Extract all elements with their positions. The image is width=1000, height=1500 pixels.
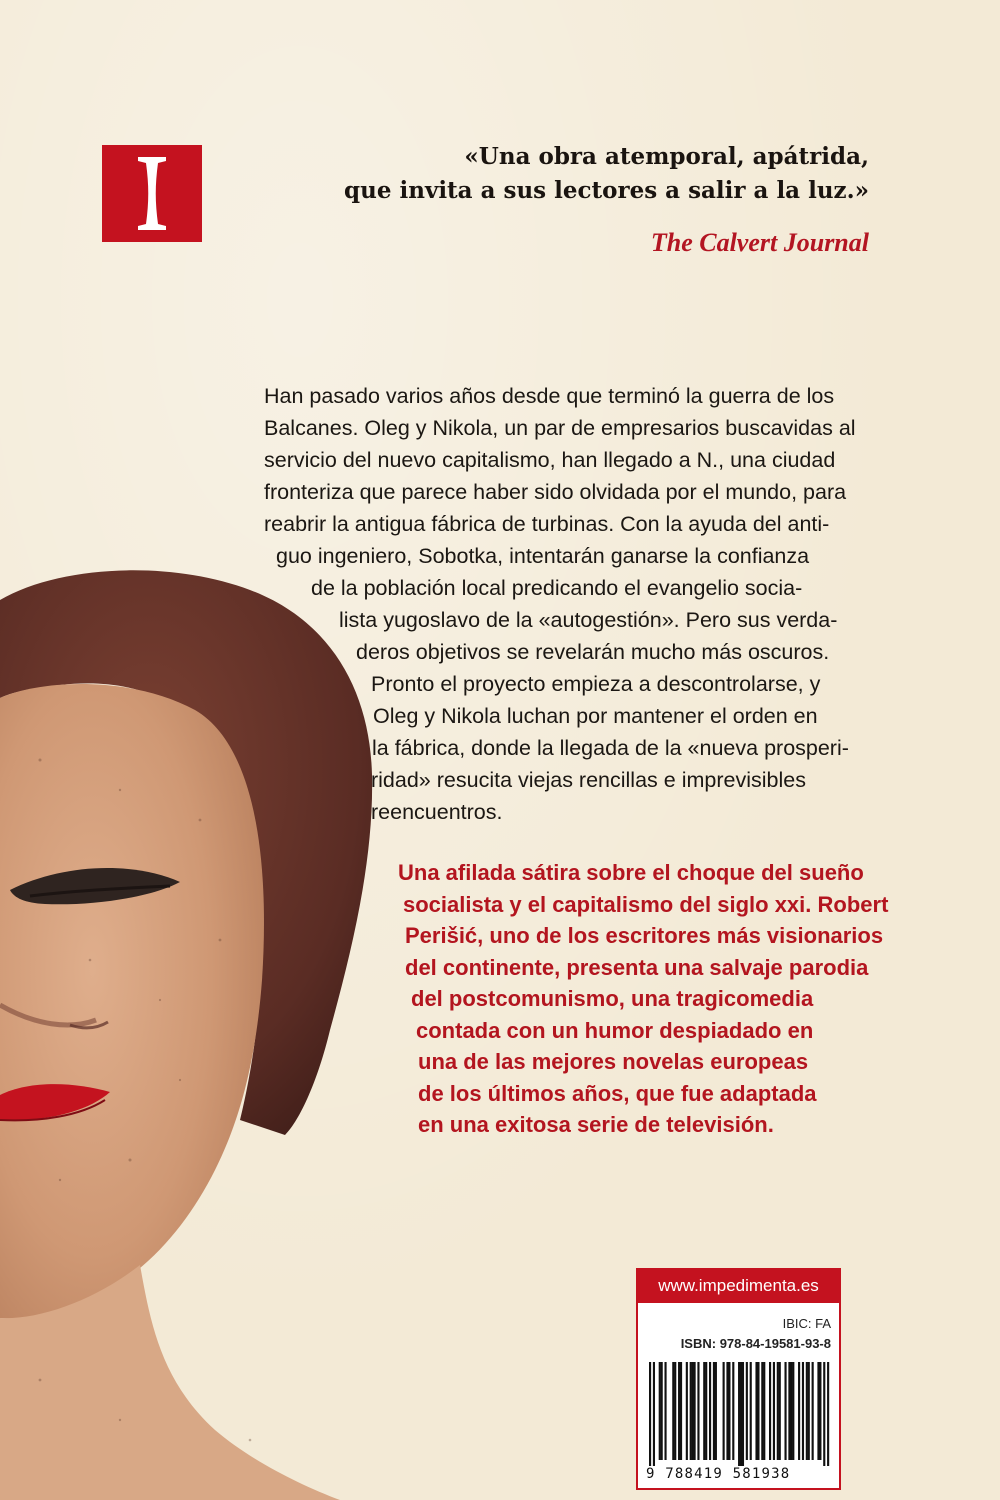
barcode-bar [653,1362,655,1466]
barcode-bar [732,1362,734,1460]
blurb-line: socialista y el capitalismo del siglo xxi. Robert [403,891,889,917]
synopsis-line: guo ingeniero, Sobotka, intentarán ganarse la confianza [276,544,810,568]
barcode-bar [823,1362,825,1466]
review-quote [249,140,869,208]
barcode-bar [812,1362,814,1460]
barcode-bar [802,1362,804,1460]
barcode-bar [773,1362,775,1460]
barcode-bar [686,1362,688,1460]
barcode-bar [777,1362,779,1460]
barcode-bar [798,1362,800,1460]
synopsis-line: ridad» resucita viejas rencillas e imprevisibles [371,768,806,792]
blurb-line: una de las mejores novelas europeas [418,1049,809,1074]
isbn-number: ISBN: 978-84-19581-93-8 [680,1336,831,1351]
synopsis-line: reencuentros. [371,800,503,824]
barcode-bar [723,1362,725,1460]
synopsis-line: deros objetivos se revelarán mucho más oscuros. [356,640,830,664]
synopsis-line: Oleg y Nikola luchan por mantener el orden en [373,704,818,728]
barcode-bar [674,1362,676,1460]
barcode-bar [740,1362,742,1466]
blurb-line: del continente, presenta una salvaje parodia [405,954,869,980]
barcode-bar [664,1362,666,1460]
publisher-website-link[interactable]: www.impedimenta.es [638,1270,839,1303]
barcode-bar [750,1362,752,1460]
synopsis-line: Han pasado varios años desde que terminó la guerra de los [264,384,835,408]
barcode-bar [779,1362,781,1460]
barcode-bar [705,1362,707,1460]
blurb-line: en una exitosa serie de televisión. [418,1112,774,1137]
ibic-code: IBIC: FA [782,1316,831,1331]
barcode-bar [763,1362,765,1460]
barcode-bar [678,1362,680,1460]
barcode-bar [746,1362,748,1460]
barcode-bar [709,1362,711,1460]
barcode-bar [755,1362,757,1460]
blurb-line: contada con un humor despiadado en [416,1017,814,1043]
barcode-bar [827,1362,829,1466]
barcode-bar [659,1362,661,1460]
quote-source: The Calvert Journal [650,228,869,257]
barcode-bar [806,1362,808,1460]
barcode-bar [769,1362,771,1460]
barcode-bar [694,1362,696,1460]
blurb-line: de los últimos años, que fue adaptada [418,1080,817,1106]
barcode-bar [690,1362,692,1460]
barcode-bar [808,1362,810,1460]
synopsis-line: Balcanes. Oleg y Nikola, un par de empresarios buscavidas al [264,416,856,440]
barcode-bar [661,1362,663,1460]
barcode [644,1358,834,1466]
barcode-bar [692,1362,694,1460]
synopsis-line: Pronto el proyecto empieza a descontrolarse, y [371,672,821,696]
barcode-bar [680,1362,682,1460]
barcode-bar [726,1362,728,1460]
barcode-bar [703,1362,705,1460]
barcode-bar [697,1362,699,1460]
barcode-bar [792,1362,794,1460]
barcode-bar [742,1362,744,1466]
barcode-bar [819,1362,821,1460]
barcode-bar [790,1362,792,1460]
barcode-digits: 9 788419 581938 [646,1466,791,1482]
blurb-line: del postcomunismo, una tragicomedia [411,986,814,1011]
barcode-bar [817,1362,819,1460]
barcode-bar [757,1362,759,1460]
barcode-bar [788,1362,790,1460]
blurb-line: Perišić, uno de los escritores más visionarios [405,923,884,948]
barcode-bar [784,1362,786,1460]
barcode-bar [649,1362,651,1466]
logo-letter-i-icon [102,145,202,242]
publisher-info-box [636,1268,841,1490]
synopsis-line: de la población local predicando el evangelio socia- [311,576,803,600]
barcode-bar [728,1362,730,1460]
synopsis-line: la fábrica, donde la llegada de la «nueva prosperi- [372,736,849,760]
blurb-line: Una afilada sátira sobre el choque del sueño [398,860,864,885]
barcode-bar [738,1362,740,1466]
synopsis-line: servicio del nuevo capitalismo, han llegado a N., una ciudad [264,448,836,472]
synopsis-line: reabrir la antigua fábrica de turbinas. Con la ayuda del anti- [264,512,830,536]
publisher-logo [102,145,202,242]
barcode-bar [761,1362,763,1460]
barcode-bar [715,1362,717,1460]
barcode-bar [713,1362,715,1460]
synopsis-line: fronteriza que parece haber sido olvidada por el mundo, para [264,480,847,504]
synopsis-line: lista yugoslavo de la «autogestión». Pero sus verda- [339,608,838,632]
quote-line-2: que invita a sus lectores a salir a la luz.» [344,177,869,204]
barcode-bar [672,1362,674,1460]
quote-line-1: «Una obra atemporal, apátrida, [464,143,869,170]
